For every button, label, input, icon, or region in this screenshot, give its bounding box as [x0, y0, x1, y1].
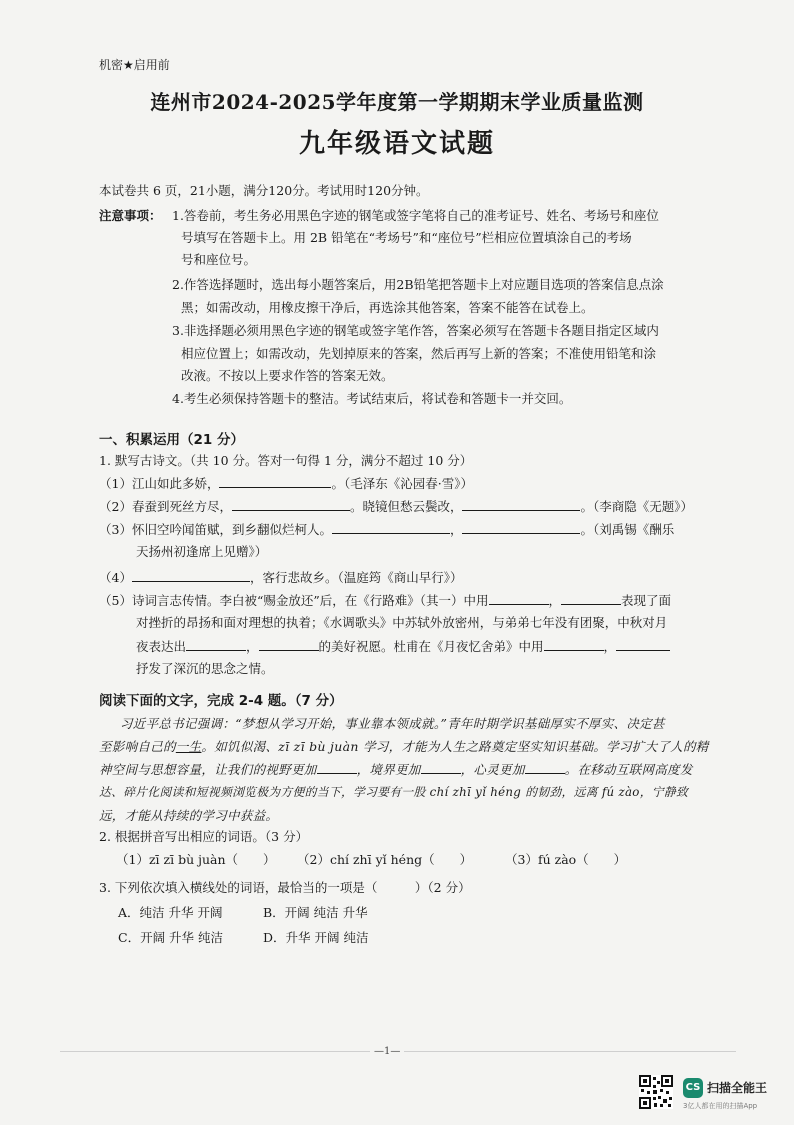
- option-a[interactable]: A．纯洁 升华 开阔: [118, 905, 223, 920]
- option-b[interactable]: B．开阔 纯洁 升华: [263, 905, 368, 920]
- answer-blank[interactable]: [421, 761, 461, 774]
- answer-blank[interactable]: [561, 592, 621, 605]
- question-2: 2. 根据拼音写出相应的词语。（3 分）: [99, 829, 309, 844]
- question-1-5-line: 夜表达出 ， 的美好祝愿。杜甫在《月夜忆舍弟》中用 ，: [136, 638, 670, 655]
- answer-blank[interactable]: [219, 475, 331, 488]
- question-2-1: （1）zī zī bù juàn（ ）: [116, 852, 276, 867]
- answer-blank[interactable]: [462, 498, 580, 511]
- notes-line: 2.作答选择题时，选出每小题答案后，用2B铅笔把答题卡上对应题目选项的答案信息点涂: [172, 277, 664, 292]
- answer-blank[interactable]: [544, 638, 604, 651]
- notes-label: 注意事项：: [99, 208, 162, 223]
- option-c[interactable]: C．开阔 升华 纯洁: [118, 930, 224, 945]
- notes-line: 改液。不按以上要求作答的答案无效。: [181, 368, 394, 383]
- reading-passage-line: 达、碎片化阅读和短视频浏览极为方便的当下，学习要有一股 chí zhī yǐ héng 的韧劲，远离 fú zào，宁静致: [99, 785, 689, 799]
- camscanner-tagline: 3亿人都在用的扫描App: [683, 1102, 758, 1110]
- page-number: —1—: [370, 1046, 404, 1057]
- exam-title: 连州市2024-2025学年度第一学期期末学业质量监测: [150, 90, 644, 114]
- question-1-4: （4） ，客行悲故乡。（温庭筠《商山早行》）: [99, 570, 463, 585]
- answer-blank[interactable]: [489, 592, 549, 605]
- question-1-3-source: 天扬州初逢席上见赠》）: [136, 544, 268, 559]
- answer-blank[interactable]: [525, 761, 565, 774]
- camscanner-logo: CS: [683, 1078, 703, 1098]
- camscanner-name: 扫描全能王: [707, 1081, 768, 1095]
- question-2-3: （3）fú zào（ ）: [505, 852, 627, 867]
- reading-heading: 阅读下面的文字，完成 2-4 题。（7 分）: [99, 693, 343, 709]
- notes-line: 4.考生必须保持答题卡的整洁。考试结束后，将试卷和答题卡一并交回。: [172, 391, 572, 406]
- answer-blank[interactable]: [132, 569, 250, 582]
- reading-passage-line: 远，才能从持续的学习中获益。: [99, 808, 279, 823]
- answer-blank[interactable]: [332, 521, 450, 534]
- exam-intro: 本试卷共 6 页，21小题，满分120分。考试用时120分钟。: [99, 183, 429, 198]
- reading-passage-line: 习近平总书记强调：“梦想从学习开始，事业靠本领成就。”青年时期学识基础厚实不厚实、决定甚: [120, 716, 665, 731]
- notes-line: 相应位置上；如需改动，先划掉原来的答案，然后再写上新的答案；不准使用铅笔和涂: [181, 346, 657, 361]
- notes-line: 号和座位号。: [181, 252, 257, 267]
- answer-blank[interactable]: [616, 638, 670, 651]
- section-heading: 一、积累运用（21 分）: [99, 432, 244, 448]
- question-1-2: （2）春蚕到死丝方尽， 。晓镜但愁云鬓改， 。（李商隐《无题》）: [99, 499, 693, 514]
- notes-line: 黑；如需改动，用橡皮擦干净后，再选涂其他答案，答案不能答在试卷上。: [181, 300, 594, 315]
- qr-code-icon: [639, 1075, 673, 1109]
- question-3: 3. 下列依次填入横线处的词语，最恰当的一项是（ ）（2 分）: [99, 880, 471, 895]
- notes-line: 1.答卷前，考生务必用黑色字迹的钢笔或签字笔将自己的准考证号、姓名、考场号和座位: [172, 208, 659, 223]
- confidential-label: 机密★启用前: [99, 58, 170, 72]
- question-1: 1. 默写古诗文。（共 10 分。答对一句得 1 分，满分不超过 10 分）: [99, 453, 473, 468]
- notes-line: 号填写在答题卡上。用 2B 铅笔在“考场号”和“座位号”栏相应位置填涂自己的考场: [181, 230, 632, 245]
- reading-passage-line: 神空间与思想容量，让我们的视野更加 ，境界更加 ，心灵更加 。在移动互联网高度发: [99, 762, 693, 777]
- exam-subtitle: 九年级语文试题: [298, 129, 495, 159]
- question-2-2: （2）chí zhī yǐ héng（ ）: [297, 852, 473, 867]
- question-1-5-line: 对挫折的昂扬和面对理想的执着；《水调歌头》中苏轼外放密州，与弟弟七年没有团聚，中秋对月: [136, 615, 668, 630]
- option-d[interactable]: D．升华 开阔 纯洁: [263, 930, 369, 945]
- reading-passage-line: 至影响自己的一生。如饥似渴、zī zī bù juàn 学习，才能为人生之路奠定坚实知识基础。学习扩大了人的精: [99, 739, 709, 754]
- question-1-5: （5）诗词言志传情。李白被“赐金放还”后，在《行路难》（其一）中用 ， 表现了面: [99, 593, 672, 608]
- answer-blank[interactable]: [186, 638, 246, 651]
- notes-line: 3.非选择题必须用黑色字迹的钢笔或签字笔作答，答案必须写在答题卡各题目指定区域内: [172, 323, 659, 338]
- question-1-1: （1）江山如此多娇， 。（毛泽东《沁园春·雪》）: [99, 476, 473, 491]
- answer-blank[interactable]: [317, 761, 357, 774]
- answer-blank[interactable]: [232, 498, 350, 511]
- answer-blank[interactable]: [259, 638, 319, 651]
- question-1-5-line: 抒发了深沉的思念之情。: [136, 661, 274, 676]
- answer-blank[interactable]: [462, 521, 580, 534]
- question-1-3: （3）怀旧空吟闻笛赋，到乡翻似烂柯人。 ， 。（刘禹锡《酬乐: [99, 522, 675, 537]
